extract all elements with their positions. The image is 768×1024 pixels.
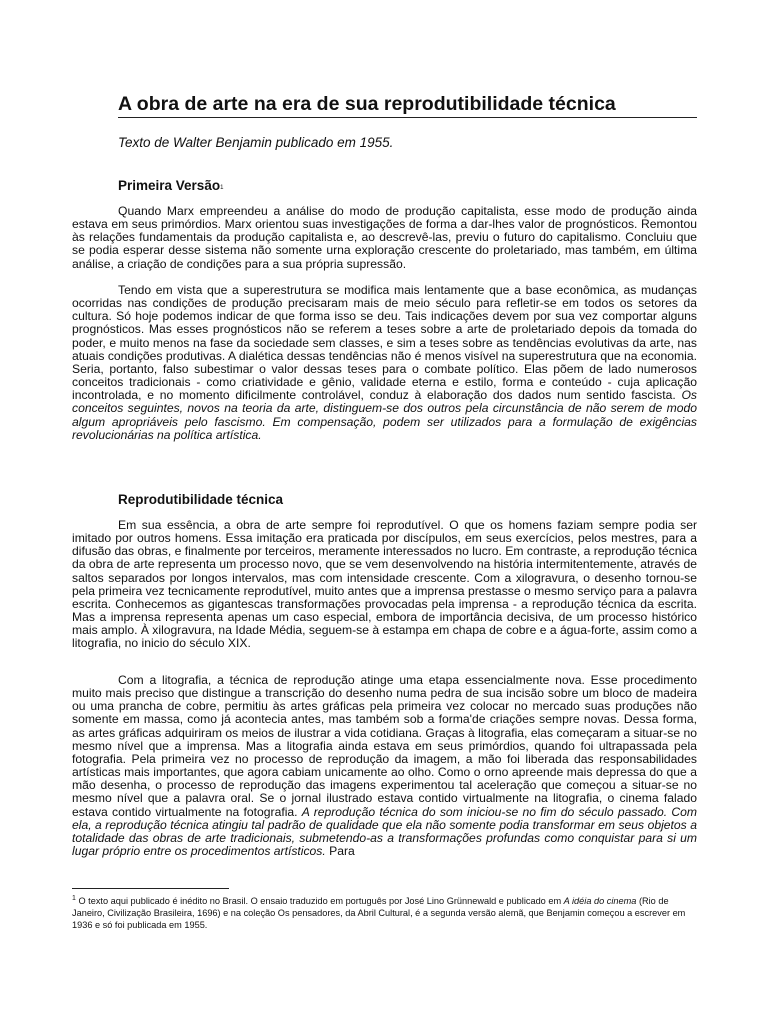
footnote-divider [72, 888, 229, 889]
document-page [72, 0, 697, 1024]
section-heading-text: Primeira Versão [118, 178, 221, 193]
paragraph-text: Tendo em vista que a superestrutura se modifica mais lentamente que a base econômica, as mudanças ocorridas nas condições de produção precisaram mais de meio século para refletir-se em todos os setores da cultura. Só hoje podemos indicar de que forma isso se deu. Tais indicações devem por sua vez comportar alguns prognósticos. Mas esses prognósticos não se referem a teses sobre a arte de proletariado depois da tomada do poder, e muito menos na fase da sociedade sem classes, e sim a teses sobre as tendências evolutivas da arte, nas atuais condições produtivas. A dialética dessas tendências não é menos visível na superestrutura que na economia. Seria, portanto, falso subestimar o valor dessas teses para o combate político. Elas põem de lado numerosos conceitos tradicionais - como criatividade e gênio, validade eterna e estilo, forma e conteúdo - cuja aplicação incontrolada, e no momento dificilmente controlável, conduz à elaboração dos dados num sentido fascista. [72, 283, 697, 403]
paragraph [72, 284, 697, 442]
footnote-marker[interactable]: 1 [220, 185, 224, 191]
document-subtitle: Texto de Walter Benjamin publicado em 1955. [118, 135, 394, 150]
section-heading-reprodutibilidade: Reprodutibilidade técnica [118, 492, 284, 507]
paragraph-text-end: Para [329, 844, 355, 859]
footnote-text: O texto aqui publicado é inédito no Brasil. O ensaio traduzido em português por José Lino Grünnewald e publicado em [78, 896, 562, 907]
section-heading-primeira-versao [118, 177, 223, 195]
paragraph [72, 674, 697, 858]
footnote-text-after: (Rio de Janeiro, Civilização Brasileira, 1696) e na coleção Os pensadores, da Abril Cultural, é a segunda versão alemã, que Benjamin começou a escrever em 1936 e só foi publicada em 1955. [72, 896, 686, 931]
footnote [72, 893, 697, 931]
document-title: A obra de arte na era de sua reprodutibilidade técnica [118, 91, 697, 118]
footnote-number: 1 [72, 895, 76, 902]
paragraph: Quando Marx empreendeu a análise do modo de produção capitalista, esse modo de produção ainda estava em seus primórdios. Marx orientou suas investigações de forma a dar-lhes valor de prognósticos. Remontou às relações fundamentais da produção capitalista e, ao descrevê-las, previu o futuro do capitalismo. Concluiu que se podia esperar desse sistema não somente urna exploração crescente do proletariado, mas também, em última análise, a criação de condições para a sua própria supressão. [72, 204, 697, 271]
paragraph-text: Com a litografia, a técnica de reprodução atinge uma etapa essencialmente nova. Esse procedimento muito mais preciso que distingue a transcrição do desenho numa pedra de sua incisão sobre um bloco de madeira ou uma prancha de cobre, permitiu às artes gráficas pela primeira vez colocar no mercado suas produções não somente em massa, como já acontecia antes, mas também sob a forma'de criações sempre novas. Dessa forma, as artes gráficas adquiriram os meios de ilustrar a vida cotidiana. Graças à litografia, elas começaram a situar-se no mesmo nível que a imprensa. Mas a litografia ainda estava em seus primórdios, quando foi ultrapassada pela fotografia. Pela primeira vez no processo de reprodução da imagem, a mão foi liberada das responsabilidades artísticas mais importantes, que agora cabiam unicamente ao olho. Como o orno apreende mais depressa do que a mão desenha, o processo de reprodução das imagens experimentou tal aceleração que começou a situar-se no mesmo nível que a palavra oral. Se o jornal ilustrado estava contido virtualmente na litografia, o cinema falado estava contido virtualmente na fotografia. [72, 673, 697, 819]
footnote-italic-title: A idéia do cinema [563, 896, 637, 907]
paragraph-italic-text: Os conceitos seguintes, novos na teoria da arte, distinguem-se dos outros pela circunstância de não serem de modo algum apropriáveis pelo fascismo. Em compensação, podem ser utilizados para a formulação de exigências revolucionárias na política artística. [72, 388, 697, 442]
paragraph: Em sua essência, a obra de arte sempre foi reprodutível. O que os homens faziam sempre podia ser imitado por outros homens. Essa imitação era praticada por discípulos, em seus exercícios, pelos mestres, para a difusão das obras, e finalmente por terceiros, meramente interessados no lucro. Em contraste, a reprodução técnica da obra de arte representa um processo novo, que se vem desenvolvendo na história intermitentemente, através de saltos separados por longos intervalos, mas com intensidade crescente. Com a xilogravura, o desenho tornou-se pela primeira vez tecnicamente reprodutível, muito antes que a imprensa prestasse o mesmo serviço para a palavra escrita. Conhecemos as gigantescas transformações provocadas pela imprensa - a reprodução técnica da escrita. Mas a imprensa representa apenas um caso especial, embora de importância decisiva, de um processo histórico mais amplo. À xilogravura, na Idade Média, seguem-se à estampa em chapa de cobre e a água-forte, assim como a litografia, no inicio do século XIX. [72, 518, 697, 651]
paragraph-italic-text: A reprodução técnica do som iniciou-se no fim do século passado. Com ela, a reprodução técnica atingiu tal padrão de qualidade que ela não somente podia transformar em seus objetos a totalidade das obras de arte tradicionais, submetendo-as a transformações profundas como conquistar para si um lugar próprio entre os procedimentos artísticos. [72, 804, 697, 859]
